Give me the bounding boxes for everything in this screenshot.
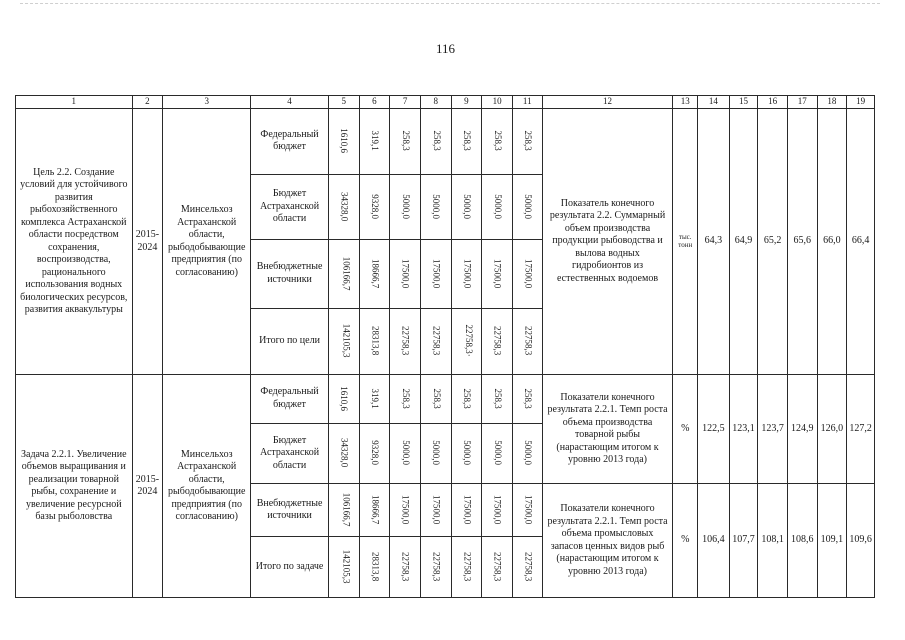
cell-value: 22758,3 xyxy=(492,326,503,356)
indicator-unit: % xyxy=(673,375,698,484)
cell-value: 258,3 xyxy=(400,130,411,151)
goal-objective: Цель 2.2. Создание условий для устойчивого развития рыбохозяйственного комплекса Астраханской области посредством сохранения, воспроизводства, рационального использования водных биологических ресурсов, развития аквакультуры xyxy=(16,109,133,375)
cell-value: 5000,0 xyxy=(462,440,473,466)
funding-value xyxy=(512,375,542,423)
indicator-text: Показатели конечного результата 2.2.1. Темп роста объема производства товарной рыбы (нарастающим итогом к уровню 2013 года) xyxy=(542,375,673,484)
cell-value: 258,3 xyxy=(522,388,533,409)
funding-value xyxy=(390,423,421,483)
indicator-value: 64,9 xyxy=(729,109,758,375)
column-number: 16 xyxy=(758,96,788,109)
funding-value xyxy=(359,109,390,175)
cell-value: 258,3 xyxy=(431,388,442,409)
cell-value: 258,3 xyxy=(492,130,503,151)
funding-value xyxy=(451,109,482,175)
funding-value xyxy=(359,240,390,309)
indicator-text: Показатели конечного результата 2.2.1. Темп роста объема промысловых запасов ценных видов рыб (нарастающим итогом к уровню 2013 года) xyxy=(542,484,673,598)
funding-value xyxy=(359,537,390,598)
column-number: 14 xyxy=(698,96,730,109)
indicator-value: 109,1 xyxy=(817,484,847,598)
cell-value: 5000,0 xyxy=(400,193,411,219)
funding-source: Федеральный бюджет xyxy=(251,109,329,175)
indicator-value: 64,3 xyxy=(698,109,730,375)
funding-value xyxy=(359,308,390,375)
funding-value xyxy=(420,484,451,537)
indicator-value: 127,2 xyxy=(847,375,875,484)
funding-value xyxy=(328,484,359,537)
funding-source: Внебюджетные источники xyxy=(251,484,329,537)
table-row xyxy=(16,109,875,175)
cell-value: 319,1 xyxy=(370,388,381,409)
cell-value: 9328,0 xyxy=(370,440,381,466)
cell-value: 5000,0 xyxy=(400,440,411,466)
table-body xyxy=(16,96,875,598)
funding-value xyxy=(390,537,421,598)
funding-value xyxy=(420,240,451,309)
funding-source: Внебюджетные источники xyxy=(251,240,329,309)
funding-source: Бюджет Астраханской области xyxy=(251,174,329,240)
funding-value xyxy=(420,375,451,423)
indicator-unit: тыс. тонн xyxy=(673,109,698,375)
cell-value: 17500,0 xyxy=(400,494,411,525)
column-number: 5 xyxy=(328,96,359,109)
indicator-value: 65,6 xyxy=(787,109,817,375)
cell-value: 5000,0 xyxy=(431,193,442,219)
column-number: 10 xyxy=(482,96,513,109)
funding-value xyxy=(482,537,513,598)
cell-value: 142105,3 xyxy=(341,549,352,584)
cell-value: 5000,0 xyxy=(492,193,503,219)
funding-value xyxy=(482,484,513,537)
indicator-value: 66,4 xyxy=(847,109,875,375)
funding-value xyxy=(512,308,542,375)
table-row xyxy=(16,375,875,423)
cell-value: 22758,3· xyxy=(463,324,474,357)
cell-value: 28313,8 xyxy=(370,551,381,582)
column-number: 15 xyxy=(729,96,758,109)
funding-value xyxy=(451,375,482,423)
indicator-value: 123,1 xyxy=(729,375,758,484)
funding-source: Бюджет Астраханской области xyxy=(251,423,329,483)
funding-value xyxy=(451,484,482,537)
funding-value xyxy=(390,308,421,375)
cell-value: 17500,0 xyxy=(492,494,503,525)
funding-value xyxy=(359,174,390,240)
column-number: 6 xyxy=(359,96,390,109)
cell-value: 22758,3 xyxy=(400,551,411,582)
funding-value xyxy=(390,109,421,175)
indicator-value: 108,6 xyxy=(787,484,817,598)
cell-value: 17500,0 xyxy=(492,258,503,288)
funding-value xyxy=(482,423,513,483)
column-number: 3 xyxy=(163,96,251,109)
column-number: 4 xyxy=(251,96,329,109)
funding-value xyxy=(328,240,359,309)
column-number: 9 xyxy=(451,96,482,109)
cell-value: 5000,0 xyxy=(522,193,533,219)
funding-source: Итого по цели xyxy=(251,308,329,375)
cell-value: 106166,7 xyxy=(341,492,352,527)
cell-value: 258,3 xyxy=(462,130,473,151)
funding-value xyxy=(328,174,359,240)
funding-value xyxy=(328,423,359,483)
funding-value xyxy=(420,423,451,483)
indicator-value: 108,1 xyxy=(758,484,788,598)
cell-value: 22758,3 xyxy=(400,326,411,356)
funding-value xyxy=(482,308,513,375)
page-number: 116 xyxy=(436,41,456,56)
cell-value: 22758,3 xyxy=(462,551,473,582)
funding-value xyxy=(328,308,359,375)
cell-value: 17500,0 xyxy=(523,494,534,525)
funding-value xyxy=(359,423,390,483)
cell-value: 17500,0 xyxy=(523,258,534,288)
indicator-value: 65,2 xyxy=(758,109,788,375)
funding-value xyxy=(420,174,451,240)
indicator-value: 126,0 xyxy=(817,375,847,484)
funding-value xyxy=(482,109,513,175)
cell-value: 258,3 xyxy=(522,130,533,151)
cell-value: 9328,0 xyxy=(370,193,381,219)
indicator-unit: % xyxy=(673,484,698,598)
column-number: 11 xyxy=(512,96,542,109)
cell-value: 5000,0 xyxy=(522,440,533,466)
cell-value: 17500,0 xyxy=(431,258,442,288)
funding-value xyxy=(451,537,482,598)
indicator-value: 106,4 xyxy=(698,484,730,598)
funding-value xyxy=(390,240,421,309)
executor: Минсельхоз Астраханской области, рыбодобывающие предприятия (по согласованию) xyxy=(163,109,251,375)
funding-value xyxy=(390,375,421,423)
indicator-text: Показатель конечного результата 2.2. Суммарный объем производства продукции рыбоводства и вылова водных гидробионтов из естественных водоемов xyxy=(542,109,673,375)
column-number: 12 xyxy=(542,96,673,109)
cell-value: 34328,0 xyxy=(339,438,350,468)
funding-value xyxy=(390,174,421,240)
cell-value: 34328,0 xyxy=(339,191,350,221)
scan-edge xyxy=(20,3,880,4)
funding-value xyxy=(482,174,513,240)
funding-value xyxy=(512,174,542,240)
funding-value xyxy=(451,174,482,240)
cell-value: 258,3 xyxy=(492,388,503,409)
indicator-value: 107,7 xyxy=(729,484,758,598)
funding-value xyxy=(482,375,513,423)
task-objective: Задача 2.2.1. Увеличение объемов выращивания и реализации товарной рыбы, сохранение и увеличение ресурсной базы рыболовства xyxy=(16,375,133,598)
cell-value: 17500,0 xyxy=(431,494,442,525)
column-number: 19 xyxy=(847,96,875,109)
cell-value: 258,3 xyxy=(431,130,442,151)
cell-value: 5000,0 xyxy=(492,440,503,466)
funding-value xyxy=(328,109,359,175)
cell-value: 22758,3 xyxy=(431,326,442,356)
cell-value: 22758,3 xyxy=(523,326,534,356)
cell-value: 5000,0 xyxy=(431,440,442,466)
column-number: 7 xyxy=(390,96,421,109)
funding-value xyxy=(512,109,542,175)
period: 2015-2024 xyxy=(132,375,163,598)
period: 2015-2024 xyxy=(132,109,163,375)
funding-value xyxy=(451,240,482,309)
funding-value xyxy=(420,308,451,375)
funding-value xyxy=(420,109,451,175)
funding-value xyxy=(451,308,482,375)
cell-value: 22758,3 xyxy=(431,551,442,582)
column-number: 17 xyxy=(787,96,817,109)
cell-value: 18666,7 xyxy=(370,494,381,525)
funding-source: Федеральный бюджет xyxy=(251,375,329,423)
column-number: 8 xyxy=(420,96,451,109)
indicator-value: 109,6 xyxy=(847,484,875,598)
funding-value xyxy=(451,423,482,483)
funding-value xyxy=(512,240,542,309)
funding-value xyxy=(512,484,542,537)
cell-value: 258,3 xyxy=(400,388,411,409)
column-number-row xyxy=(16,96,875,109)
funding-value xyxy=(512,537,542,598)
column-number: 18 xyxy=(817,96,847,109)
funding-value xyxy=(420,537,451,598)
funding-value xyxy=(390,484,421,537)
indicator-value: 123,7 xyxy=(758,375,788,484)
funding-value xyxy=(359,484,390,537)
cell-value: 17500,0 xyxy=(462,258,473,288)
column-number: 2 xyxy=(132,96,163,109)
funding-value xyxy=(359,375,390,423)
cell-value: 28313,8 xyxy=(370,326,381,356)
indicator-value: 122,5 xyxy=(698,375,730,484)
executor: Минсельхоз Астраханской области, рыбодобывающие предприятия (по согласованию) xyxy=(163,375,251,598)
cell-value: 1610,6 xyxy=(339,385,350,411)
indicator-value: 66,0 xyxy=(817,109,847,375)
funding-source: Итого по задаче xyxy=(251,537,329,598)
funding-value xyxy=(328,537,359,598)
cell-value: 17500,0 xyxy=(462,494,473,525)
indicator-value: 124,9 xyxy=(787,375,817,484)
cell-value: 5000,0 xyxy=(462,193,473,219)
cell-value: 22758,3 xyxy=(492,551,503,582)
cell-value: 142105,3 xyxy=(341,323,352,358)
cell-value: 319,1 xyxy=(370,130,381,151)
cell-value: 17500,0 xyxy=(400,258,411,288)
cell-value: 258,3 xyxy=(462,388,473,409)
column-number: 13 xyxy=(673,96,698,109)
cell-value: 106166,7 xyxy=(341,256,352,291)
column-number: 1 xyxy=(16,96,133,109)
program-table xyxy=(15,95,875,598)
cell-value: 1610,6 xyxy=(339,128,350,154)
funding-value xyxy=(328,375,359,423)
cell-value: 22758,3 xyxy=(523,551,534,582)
cell-value: 18666,7 xyxy=(370,258,381,288)
funding-value xyxy=(482,240,513,309)
funding-value xyxy=(512,423,542,483)
